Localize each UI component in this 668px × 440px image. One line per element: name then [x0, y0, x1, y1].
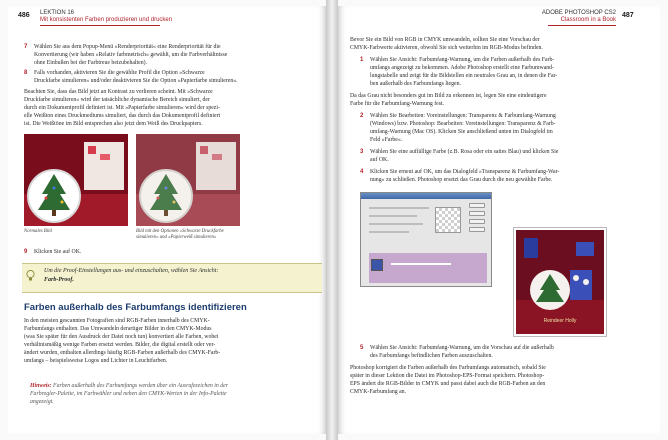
tip-text	[44, 267, 316, 284]
section-heading: Farben außerhalb des Farbumfangs identifizieren	[24, 302, 247, 313]
step-number: 9	[24, 249, 28, 255]
tip-box	[22, 263, 322, 293]
paragraph-line: ändert wurden, enthalten allerdings häufig RGB-Farben außerhalb des CMYK-Farb-	[24, 350, 221, 356]
step-number: 1	[360, 57, 364, 63]
page-number-right: 487	[622, 12, 634, 19]
gamut-warning-photo	[514, 228, 606, 336]
lightbulb-icon	[26, 270, 35, 282]
paragraph-line: durch ein Dokumentprofil definiert ist. Mit »Papierfarbe simulieren« wird der spezi-	[24, 105, 220, 111]
step-8-line: Druckfarbe simulieren« und/oder deaktivieren Sie die Option »Papierfarbe simulieren«.	[34, 78, 238, 84]
paragraph-line: später in dieser Lektion die Datei im Photoshop-EPS-Format speichern. Photoshop-	[350, 373, 545, 379]
step-number: 4	[360, 169, 364, 175]
step-2-line: Wählen Sie Bearbeiten: Voreinstellungen: Transparenz & Farbumfang-Warnung	[370, 113, 556, 119]
dialog-field	[369, 223, 423, 225]
paragraph-line: Bevor Sie ein Bild von RGB in CMYK umwandeln, sollten Sie eine Vorschau der	[350, 37, 540, 43]
step-number: 3	[360, 149, 364, 155]
dialog-prev-button	[469, 219, 485, 224]
preferences-dialog-screenshot	[360, 192, 492, 287]
paragraph-line: (was Sie später für den Ausdruck der Datei noch tun) konvertiert alle Farben, wobei	[24, 334, 219, 340]
image-caption: Normales Bild	[24, 229, 52, 234]
lesson-label: LEKTION 16	[40, 10, 75, 16]
paragraph-line: In den meisten gescannten Fotografien sind RGB-Farben innerhalb des CMYK-	[24, 318, 210, 324]
hint-note	[30, 382, 320, 407]
image-caption: simulieren« und »Papierweiß simulieren«	[136, 235, 217, 240]
paragraph-line: Da das Grau nicht besonders gut im Bild zu erkennen ist, legen Sie eine eindeutigere	[350, 93, 547, 99]
step-number: 5	[360, 345, 364, 351]
paragraph-line: Farbumfangs enthalten. Das Umwandeln derartiger Bilder in den CMYK-Modus	[24, 326, 212, 332]
step-7-line: ohne Einbußen bei der Farbtreue beizubehalten).	[34, 60, 147, 66]
normal-image	[24, 134, 128, 226]
step-5-line: Wählen Sie Ansicht: Farbumfang-Warnung, um die Vorschau auf die außerhalb	[370, 345, 554, 351]
paragraph-line: Farbe für die Farbumfang-Warnung fest.	[350, 101, 445, 107]
dialog-ok-button	[469, 203, 485, 208]
step-7-line: Konvertierung (wir haben »Relativ farbmetrisch« gewählt, um die Farbverhältnisse	[34, 52, 228, 58]
right-page	[338, 6, 660, 434]
book-gutter	[326, 0, 338, 440]
paragraph-line: ist. Die Weißtöne im Bild entsprechen also jetzt dem Weiß des Druckpapiers.	[24, 121, 203, 127]
paragraph-line: umfangs – beispielsweise Logos und Lichter in Leuchtfarben.	[24, 358, 168, 364]
hint-label: Hinweis:	[30, 383, 52, 389]
dialog-field	[369, 215, 417, 217]
dialog-field	[391, 263, 451, 265]
step-3-line: Wählen Sie eine auffällige Farbe (z.B. Rosa oder ein sattes Blau) und klicken Sie	[370, 149, 559, 155]
paragraph-line: elle Weißton eines Druckmediums simuliert, das durch das Dokumentprofil definiert	[24, 113, 221, 119]
step-2-line: umfang-Warnung (Mac OS). Klicken Sie anschließend unten im Dialogfeld im	[370, 129, 553, 135]
paragraph-line: CMYK-Farbumfang an.	[350, 389, 407, 395]
step-3-line: auf OK.	[370, 157, 389, 163]
photo-caption: Reindeer Holly	[543, 318, 577, 324]
paragraph-line: EPS ändert die RGB-Bilder in CMYK und passt dabei auch die RGB-Farben an den	[350, 381, 546, 387]
image-caption: Bild mit den Optionen »Schwarze Druckfarbe	[136, 229, 224, 234]
dialog-cancel-button	[469, 211, 485, 216]
left-page	[8, 6, 326, 434]
warning-color-swatch	[371, 259, 383, 271]
step-4-line: Klicken Sie erneut auf OK, um das Dialogfeld »Transparenz & Farbumfang-War-	[370, 169, 560, 175]
header-rule	[40, 25, 160, 26]
step-2-line: (Windows) bzw. Photoshop: Bearbeiten: Voreinstellungen: Transparenz & Farb-	[370, 121, 556, 127]
paragraph-line: Druckfarbe simulieren« wird der tatsächliche dynamische Bereich simuliert, der	[24, 97, 210, 103]
paragraph-line: Beachten Sie, dass das Bild jetzt an Kontrast zu verlieren scheint. Mit »Schwarze	[24, 89, 213, 95]
lesson-title: Mit konsistenten Farben produzieren und drucken	[40, 17, 173, 23]
step-number: 7	[24, 44, 28, 50]
paragraph-line: verhältnismäßig wenige Farben ersetzt werden. Bilder, die digital erstellt oder ver-	[24, 342, 216, 348]
series-title: Classroom in a Book	[560, 17, 616, 23]
hint-line: Farbregler-Palette, im Farbwähler und neben den CMYK-Werten in der Info-Palette	[30, 391, 227, 398]
step-4-line: nung« zu schließen. Photoshop ersetzt das Grau durch die neu gewählte Farbe.	[370, 177, 553, 183]
step-7-line: Wählen Sie aus dem Popup-Menü »Renderpriorität« eine Renderpriorität für die	[34, 44, 221, 50]
tip-line: Farb-Proof.	[44, 276, 74, 283]
header-rule	[548, 25, 616, 26]
simulated-print-image	[136, 134, 240, 226]
step-1-line: umfangs angezeigt zu bekommen. Adobe Photoshop erstellt eine Farbumwand-	[370, 65, 555, 71]
hint-line: angezeigt.	[30, 399, 54, 406]
page-number-left: 486	[18, 12, 30, 19]
step-5-line: des Farbumfangs befindlichen Farben auszuschalten.	[370, 353, 493, 359]
dialog-next-button	[469, 227, 485, 232]
step-1-line: lungstabelle und zeigt für die Bildstellen ein neutrales Grau an, in denen die Far-	[370, 73, 558, 79]
dialog-field	[369, 207, 429, 209]
step-9-line: Klicken Sie auf OK.	[34, 249, 82, 255]
paragraph-line: CMYK-Farbwerte aktivieren, obwohl Sie sich weiterhin im RGB-Modus befinden.	[350, 45, 543, 51]
paragraph-line: Photoshop korrigiert die Farben außerhalb des Farbumfangs automatisch, sobald Sie	[350, 365, 546, 371]
step-8-line: Falls vorhanden, aktivieren Sie die gewählte Profil die Option »Schwarze	[34, 70, 205, 76]
hint-line: Farben außerhalb des Farbumfangs werden über ein Ausrufezeichen in der	[51, 383, 228, 389]
step-number: 2	[360, 113, 364, 119]
step-1-line: Wählen Sie Ansicht: Farbumfang-Warnung, um die Farben außerhalb des Farb-	[370, 57, 555, 63]
book-title: ADOBE PHOTOSHOP CS2	[541, 10, 616, 16]
step-2-line: Feld »Farbe«.	[370, 137, 403, 143]
step-1-line: ben außerhalb des Farbumfangs liegen.	[370, 81, 461, 87]
step-number: 8	[24, 70, 28, 76]
tip-line: Um die Proof-Einstellungen aus- und einzuschalten, wählen Sie Ansicht:	[44, 268, 219, 274]
dialog-titlebar	[361, 193, 491, 199]
gamut-warning-area	[369, 253, 487, 283]
dialog-field	[369, 231, 409, 233]
transparency-preview	[435, 207, 461, 233]
